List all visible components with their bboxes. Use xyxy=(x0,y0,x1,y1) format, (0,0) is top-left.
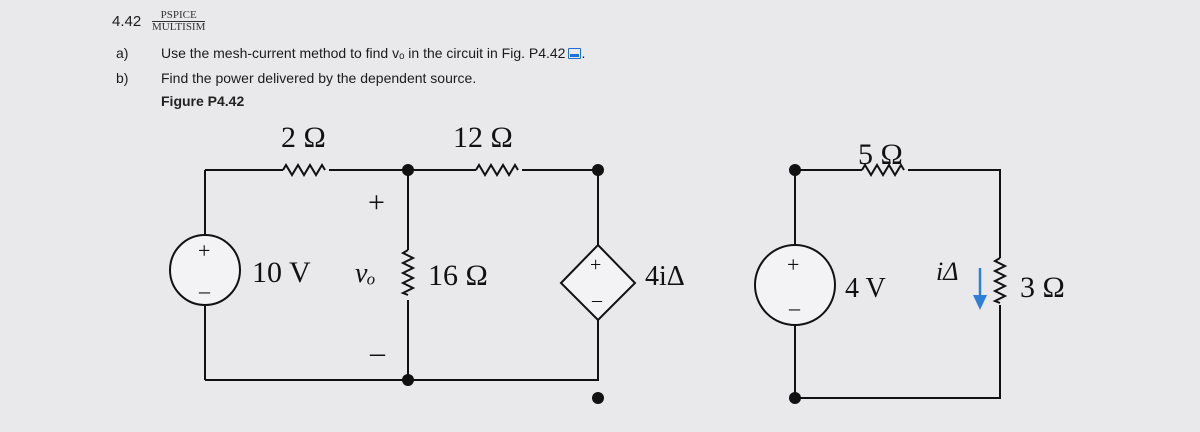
label-10v: 10 V xyxy=(252,256,311,289)
figure-label: Figure P4.42 xyxy=(161,93,245,109)
label-3-ohm: 3 Ω xyxy=(1020,271,1065,304)
resistor-16-ohm-symbol xyxy=(403,250,413,295)
label-dependent-source: 4iΔ xyxy=(645,261,685,292)
label-4v: 4 V xyxy=(845,273,886,304)
label-12-ohm: 12 Ω xyxy=(453,121,513,154)
resistor-2-ohm-symbol xyxy=(283,165,325,175)
problem-number: 4.42 xyxy=(112,13,142,30)
label-2-ohm: 2 Ω xyxy=(281,121,326,154)
part-b-label: b) xyxy=(116,70,129,86)
source1-minus: – xyxy=(199,278,210,303)
wire-right-top xyxy=(908,170,1000,258)
label-ia: iΔ xyxy=(936,257,959,286)
badge-multisim: MULTISIM xyxy=(152,21,206,33)
badge-pspice: PSPICE xyxy=(152,10,205,22)
dep-minus: – xyxy=(592,289,602,311)
source1-plus: + xyxy=(198,238,211,263)
node-4v-top xyxy=(789,164,801,176)
vo-minus: – xyxy=(370,336,385,369)
vo-plus: + xyxy=(368,186,385,219)
node-top-middle xyxy=(402,164,414,176)
wire-top-right xyxy=(522,170,598,245)
source2-minus: – xyxy=(789,295,800,320)
resistor-3-ohm-symbol xyxy=(995,258,1005,303)
node-dep-top xyxy=(592,164,604,176)
wire-right-bottom xyxy=(795,305,1000,398)
part-b-text: Find the power delivered by the dependent source. xyxy=(161,70,477,86)
wire-bottom xyxy=(205,320,598,380)
source2-plus: + xyxy=(787,252,800,277)
label-vo: vₒ xyxy=(355,258,376,289)
label-5-ohm: 5 Ω xyxy=(858,138,903,171)
node-dep-bottom xyxy=(592,392,604,404)
label-16-ohm: 16 Ω xyxy=(428,259,488,292)
current-arrow-ia xyxy=(973,268,987,310)
dep-plus: + xyxy=(590,254,602,276)
node-4v-bottom xyxy=(789,392,801,404)
part-a-text: Use the mesh-current method to find vₒ in the circuit in Fig. P4.42 . xyxy=(161,45,586,61)
part-a-label: a) xyxy=(116,45,129,61)
wire-4v-left xyxy=(795,170,862,245)
part-a-text-body: Use the mesh-current method to find vₒ in the circuit in Fig. P4.42 xyxy=(161,45,566,61)
node-bottom-middle xyxy=(402,374,414,386)
resistor-12-ohm-symbol xyxy=(476,165,518,175)
